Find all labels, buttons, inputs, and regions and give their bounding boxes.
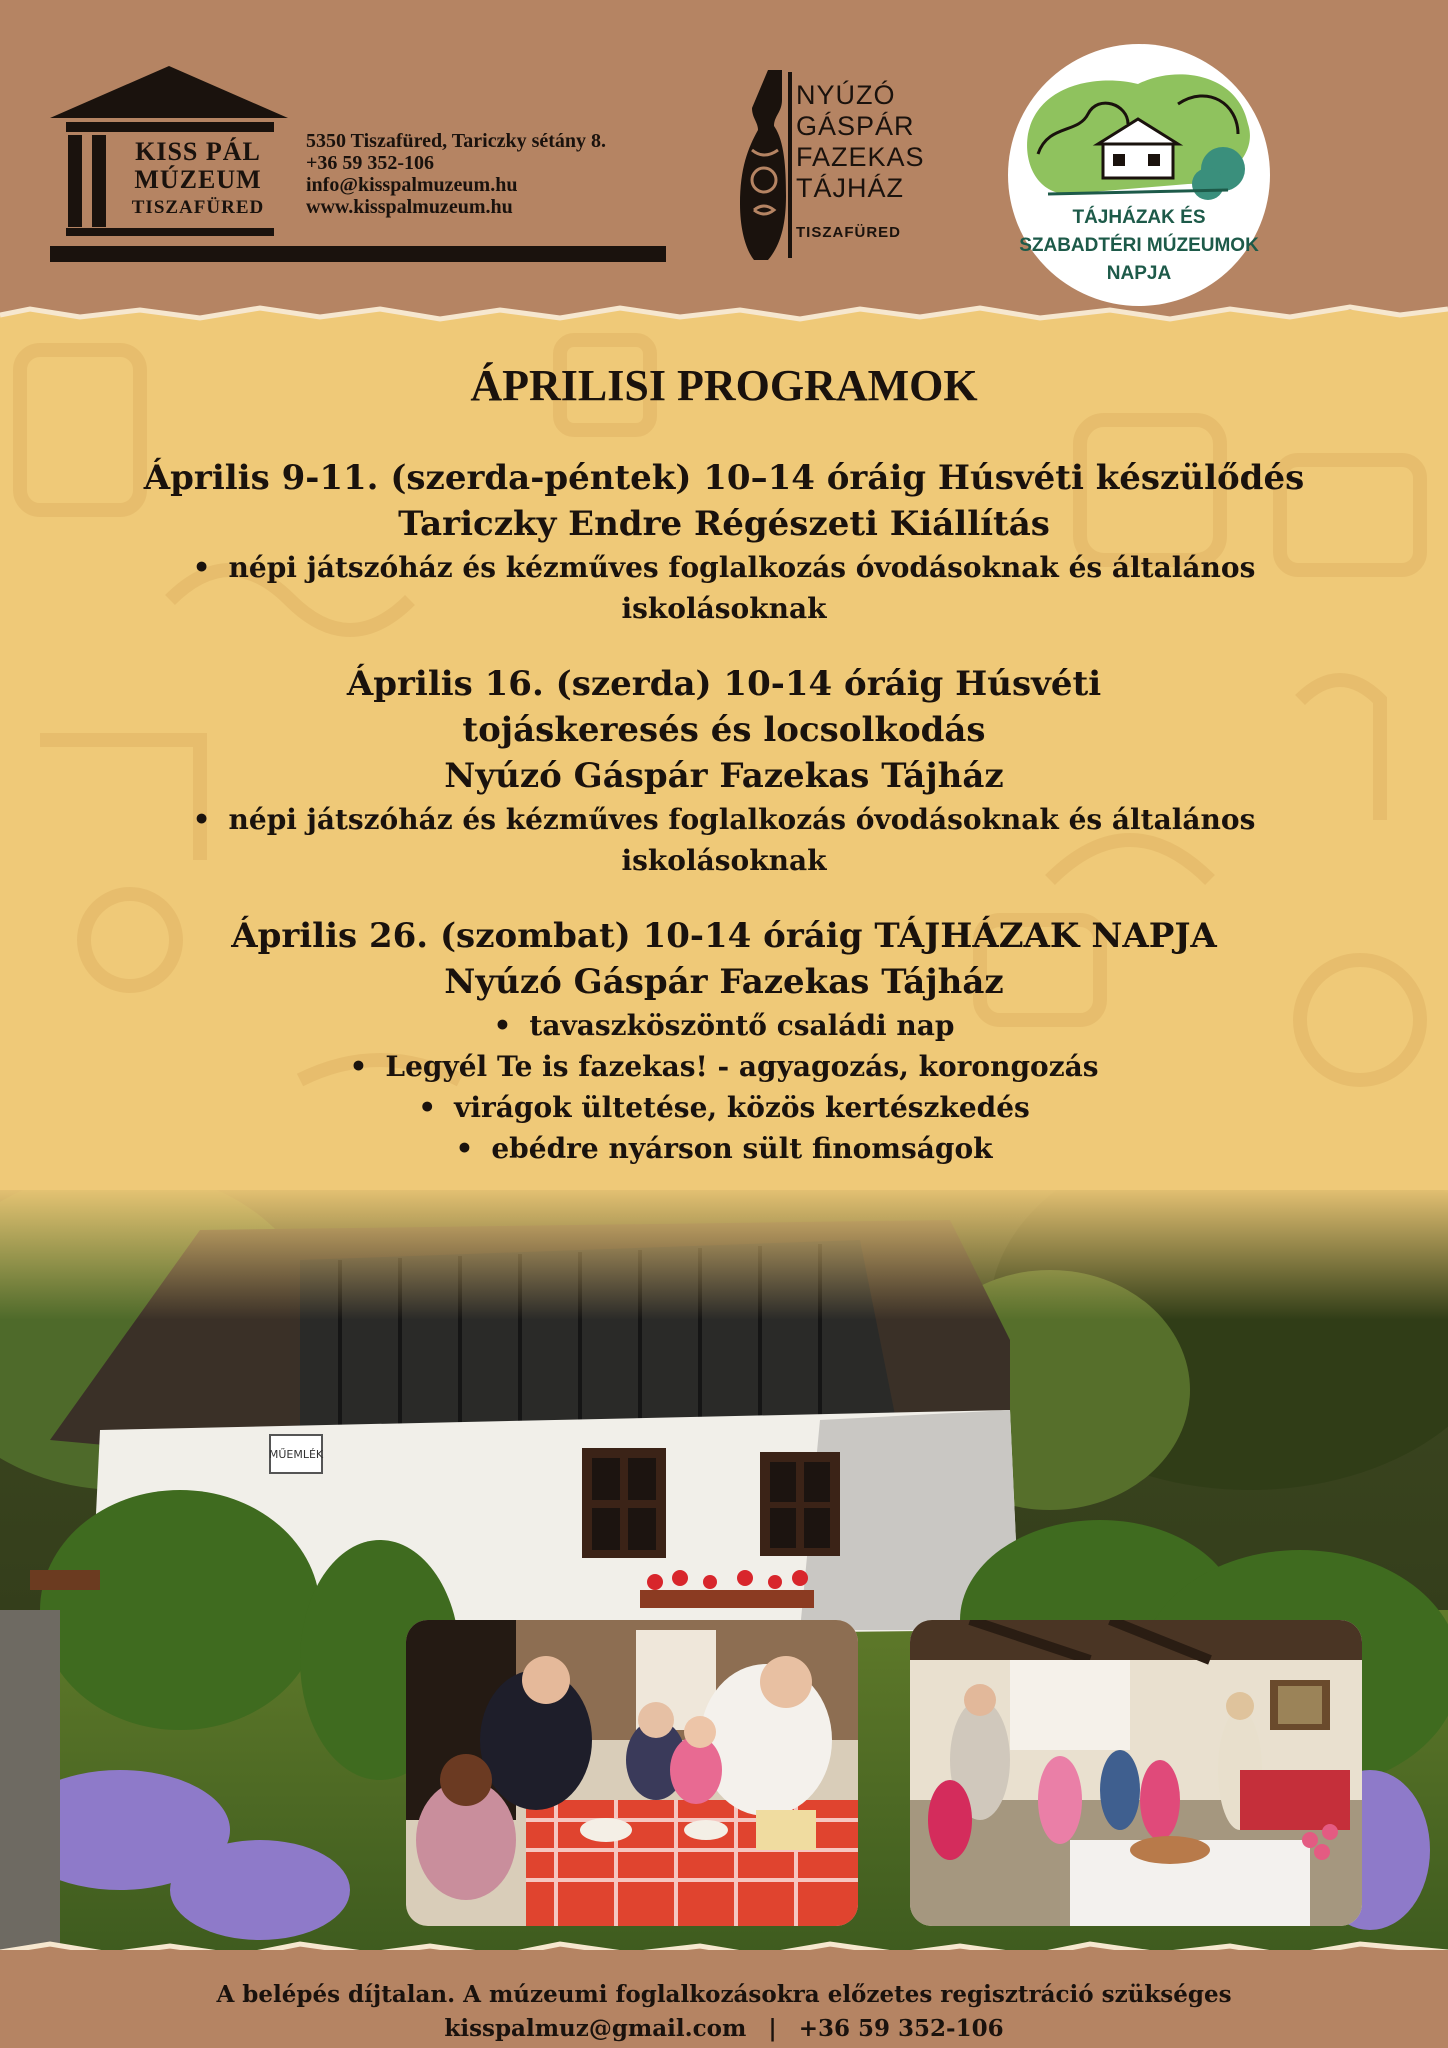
list-item-text: népi játszóház és kézműves foglalkozás óvodásoknak és általános iskolásoknak <box>228 803 1256 877</box>
list-item-text: népi játszóház és kézműves foglalkozás óvodásoknak és általános iskolásoknak <box>228 551 1256 625</box>
inset-photo-workshop <box>406 1620 858 1926</box>
bullet-icon: • <box>455 1132 474 1165</box>
event-venue: Nyúzó Gáspár Fazekas Tájház <box>444 756 1004 796</box>
event-bullets <box>104 1005 1344 1169</box>
tajhaz-logo-text <box>796 80 925 204</box>
museum-name <box>118 138 278 222</box>
event-april-26 <box>0 913 1448 1169</box>
event-april-16 <box>0 661 1448 881</box>
tajhaz-logo-line1: NYÚZÓ <box>796 80 896 110</box>
badge-line3: NAPJA <box>1106 263 1172 284</box>
event-heading: Április 26. (szombat) 10-14 óráig TÁJHÁZAK NAPJA <box>231 916 1217 956</box>
list-item-text: tavaszköszöntő családi nap <box>529 1009 955 1042</box>
website-link[interactable]: www.kisspalmuzeum.hu <box>306 196 513 218</box>
list-item <box>104 1128 1344 1169</box>
badge-line2: SZABADTÉRI MÚZEUMOK <box>1019 235 1259 256</box>
footer-notice: A belépés díjtalan. A múzeumi foglalkozásokra előzetes regisztráció szükséges <box>216 1981 1232 2008</box>
ornamental-vase-icon <box>740 70 790 260</box>
bullet-icon: • <box>418 1091 437 1124</box>
list-item <box>104 799 1344 881</box>
event-heading: Április 16. (szerda) 10-14 óráig Húsvéti tojáskeresés és locsolkodás <box>346 664 1102 750</box>
event-april-9-11 <box>0 455 1448 629</box>
bullet-icon: • <box>192 803 211 836</box>
footer-separator: | <box>768 2015 777 2042</box>
list-item <box>104 547 1344 629</box>
museum-column-icon <box>92 135 106 227</box>
museum-name-line3: TISZAFÜRED <box>131 197 265 218</box>
monument-sign: MŰEMLÉK <box>268 1448 324 1461</box>
footer-contact <box>0 2012 1448 2046</box>
museum-column-icon <box>68 135 82 227</box>
badge-text <box>1008 204 1270 288</box>
list-item-text: ebédre nyárson sült finomságok <box>491 1132 993 1165</box>
list-item <box>104 1046 1344 1087</box>
tajhaz-logo-line3: FAZEKAS <box>796 142 925 172</box>
badge-line1: TÁJHÁZAK ÉS <box>1072 207 1206 228</box>
logo-divider <box>788 72 792 258</box>
museum-name-line2: MÚZEUM <box>134 165 262 194</box>
photo-fade <box>0 1180 1448 1320</box>
museum-roof-icon <box>50 66 288 122</box>
page-title: ÁPRILISI PROGRAMOK <box>470 361 978 410</box>
bullet-icon: • <box>192 551 211 584</box>
bullet-icon: • <box>349 1050 368 1083</box>
event-bullets <box>104 547 1344 629</box>
museum-lintel <box>66 122 274 132</box>
museum-step <box>66 228 274 236</box>
footer-text <box>0 1978 1448 2046</box>
email-link[interactable]: info@kisspalmuzeum.hu <box>306 174 518 196</box>
tajhaz-logo-line2: GÁSPÁR <box>796 111 915 141</box>
tajhaz-logo-sub: TISZAFÜRED <box>796 224 901 241</box>
tajhaz-logo-line4: TÁJHÁZ <box>796 173 905 203</box>
header-base-rule <box>50 246 666 262</box>
event-venue: Nyúzó Gáspár Fazekas Tájház <box>444 962 1004 1002</box>
list-item <box>104 1087 1344 1128</box>
address: 5350 Tiszafüred, Tariczky sétány 8. <box>306 130 607 152</box>
event-heading: Április 9-11. (szerda-péntek) 10–14 óráig Húsvéti készülődés <box>143 458 1305 498</box>
contact-block <box>306 130 606 218</box>
bullet-icon: • <box>493 1009 512 1042</box>
program-content <box>0 360 1448 1201</box>
event-bullets <box>104 799 1344 881</box>
list-item <box>104 1005 1344 1046</box>
event-venue: Tariczky Endre Régészeti Kiállítás <box>398 504 1050 544</box>
museum-name-line1: KISS PÁL <box>135 137 261 166</box>
inset-photo-interior <box>910 1620 1362 1926</box>
footer-phone[interactable]: +36 59 352-106 <box>798 2015 1004 2042</box>
phone-number[interactable]: +36 59 352-106 <box>306 152 435 174</box>
list-item-text: virágok ültetése, közös kertészkedés <box>454 1091 1030 1124</box>
footer-email-link[interactable]: kisspalmuz@gmail.com <box>444 2015 747 2042</box>
list-item-text: Legyél Te is fazekas! - agyagozás, korongozás <box>385 1050 1099 1083</box>
